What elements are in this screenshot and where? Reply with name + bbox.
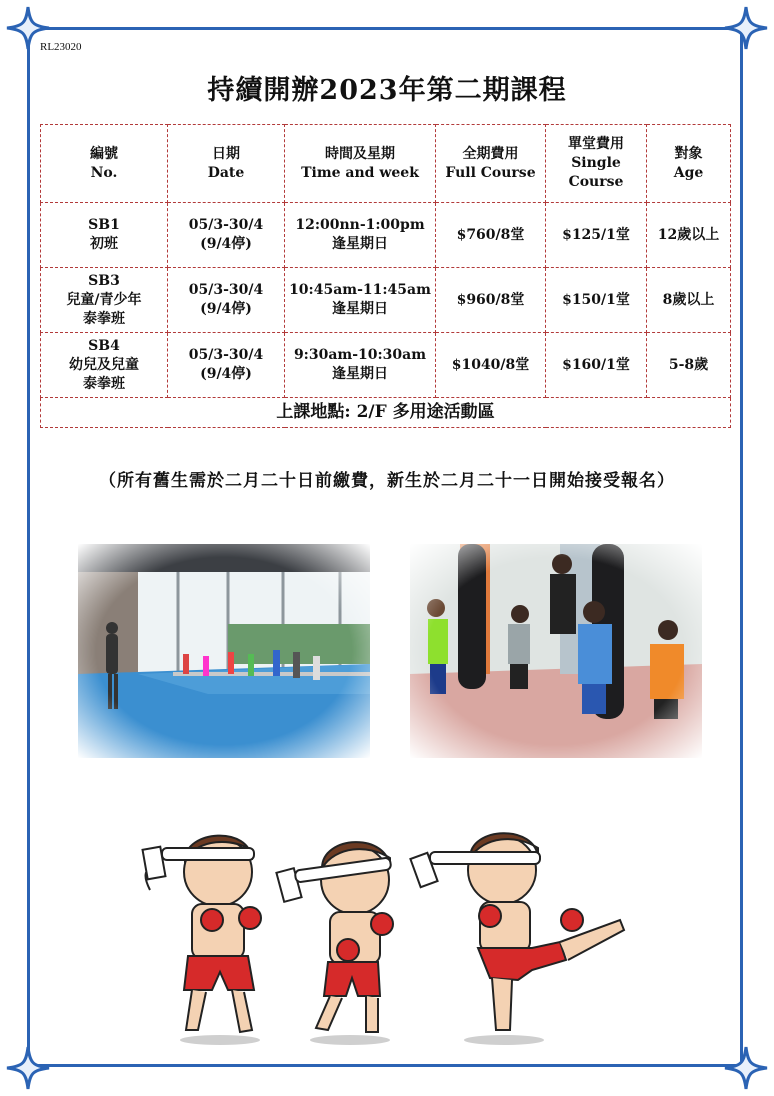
course-single-fee: $160/1堂 (546, 333, 647, 398)
fighter-figure-2 (276, 842, 393, 1045)
course-date: 05/3-30/4 (9/4停) (168, 268, 285, 333)
course-single-fee: $150/1堂 (546, 268, 647, 333)
course-age: 12歲以上 (647, 203, 731, 268)
course-date: 05/3-30/4 (9/4停) (168, 203, 285, 268)
course-time: 10:45am-11:45am 逢星期日 (285, 268, 436, 333)
venue-row (41, 398, 731, 428)
fighter-figure-3 (410, 833, 624, 1045)
course-time: 9:30am-10:30am 逢星期日 (285, 333, 436, 398)
reference-code: RL23020 (40, 41, 82, 53)
course-no: SB4 幼兒及兒童 泰拳班 (41, 333, 168, 398)
star-corner-icon (5, 1045, 51, 1091)
course-age: 5-8歲 (647, 333, 731, 398)
header-date: 日期 Date (168, 125, 285, 203)
course-date: 05/3-30/4 (9/4停) (168, 333, 285, 398)
course-age: 8歲以上 (647, 268, 731, 333)
table-row (41, 268, 731, 333)
course-full-fee: $1040/8堂 (436, 333, 546, 398)
header-single-course: 單堂費用 Single Course (546, 125, 647, 203)
table-row (41, 203, 731, 268)
class-photo-1 (78, 544, 370, 758)
course-no: SB3 兒童/青少年 泰拳班 (41, 268, 168, 333)
cartoon-fighters (140, 820, 640, 1050)
header-age: 對象 Age (647, 125, 731, 203)
course-full-fee: $960/8堂 (436, 268, 546, 333)
course-full-fee: $760/8堂 (436, 203, 546, 268)
class-photo-2 (410, 544, 702, 758)
course-table (40, 124, 731, 428)
header-full-course: 全期費用 Full Course (436, 125, 546, 203)
table-header-row (41, 125, 731, 203)
table-row (41, 333, 731, 398)
fighter-figure-1 (143, 836, 261, 1045)
course-no: SB1 初班 (41, 203, 168, 268)
star-corner-icon (723, 5, 769, 51)
course-time: 12:00nn-1:00pm 逢星期日 (285, 203, 436, 268)
registration-notice: （所有舊生需於二月二十日前繳費，新生於二月二十一日開始接受報名） (99, 471, 675, 491)
course-single-fee: $125/1堂 (546, 203, 647, 268)
header-time: 時間及星期 Time and week (285, 125, 436, 203)
star-corner-icon (723, 1045, 769, 1091)
page-title: 持續開辦2023年第二期課程 (207, 75, 567, 106)
venue-text: 上課地點: 2/F 多用途活動區 (41, 398, 731, 428)
header-no: 編號 No. (41, 125, 168, 203)
